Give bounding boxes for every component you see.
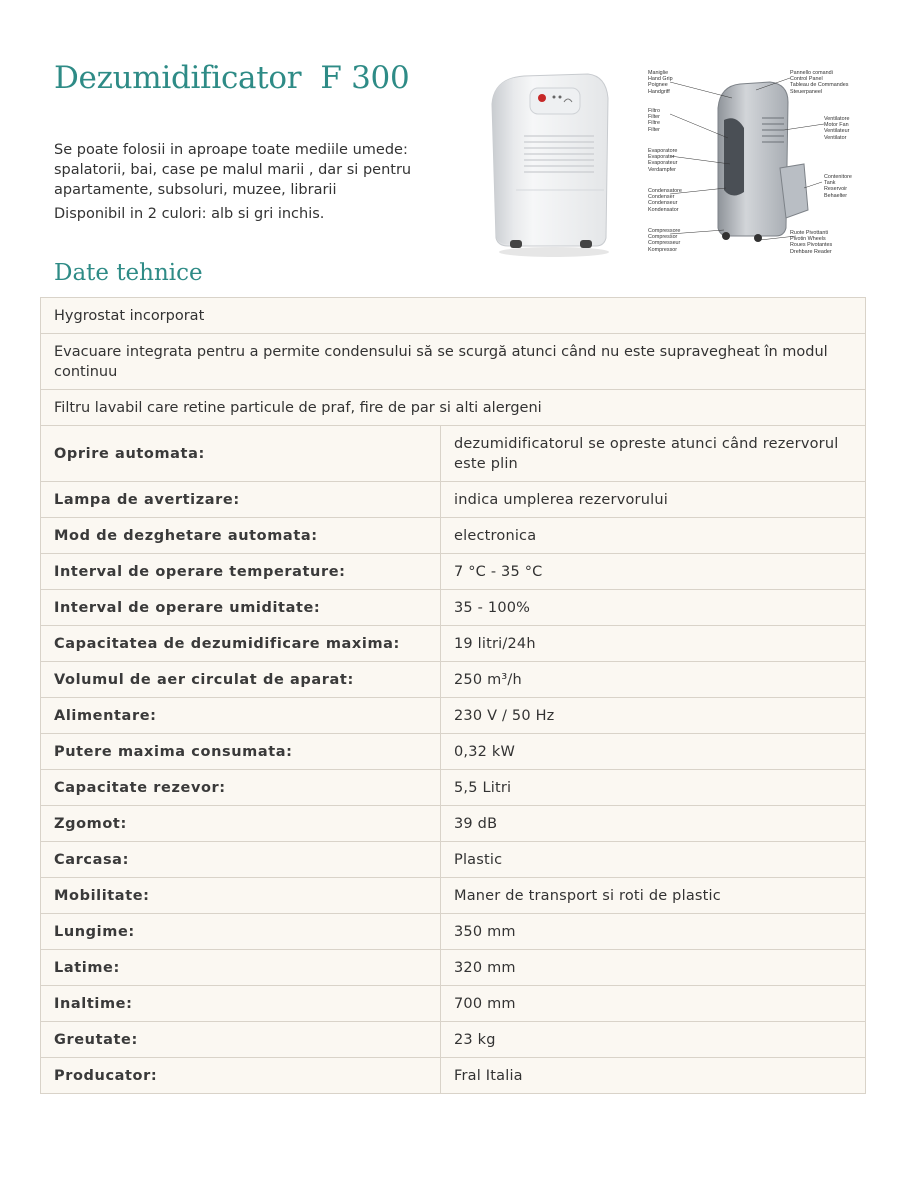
spec-label: Volumul de aer circulat de aparat: <box>41 662 441 698</box>
table-row <box>41 554 866 590</box>
page-title: Dezumidificator F 300 <box>54 60 410 96</box>
table-row <box>41 298 866 334</box>
spec-label: Capacitate rezevor: <box>41 770 441 806</box>
table-row <box>41 914 866 950</box>
table-row <box>41 626 866 662</box>
table-row <box>41 842 866 878</box>
product-photo <box>484 68 618 260</box>
spec-label: Zgomot: <box>41 806 441 842</box>
table-row <box>41 986 866 1022</box>
colors-description: Disponibil in 2 culori: alb si gri inchis. <box>54 206 325 222</box>
spec-value: 39 dB <box>441 806 866 842</box>
label-filter: Filtro Filter Filtre Filter <box>648 108 660 133</box>
spec-value: 23 kg <box>441 1022 866 1058</box>
spec-label: Putere maxima consumata: <box>41 734 441 770</box>
table-row <box>41 734 866 770</box>
feature-cell: Filtru lavabil care retine particule de praf, fire de par si alti alergeni <box>41 390 866 426</box>
spec-value: 7 °C - 35 °C <box>441 554 866 590</box>
label-handle: Maniglie Hand Grip Poignee Handgriff <box>648 70 673 95</box>
table-row <box>41 770 866 806</box>
spec-label: Producator: <box>41 1058 441 1094</box>
table-row <box>41 390 866 426</box>
spec-label: Inaltime: <box>41 986 441 1022</box>
spec-label: Lampa de avertizare: <box>41 482 441 518</box>
cutaway-diagram <box>640 68 860 260</box>
spec-value: dezumidificatorul se opreste atunci când rezervorul este plin <box>441 426 866 482</box>
spec-label: Mobilitate: <box>41 878 441 914</box>
spec-value: 19 litri/24h <box>441 626 866 662</box>
spec-value: Plastic <box>441 842 866 878</box>
table-row <box>41 482 866 518</box>
spec-value: 5,5 Litri <box>441 770 866 806</box>
label-condenser: Condensatore Condenser Condenseur Kondensator <box>648 188 682 213</box>
spec-value: 35 - 100% <box>441 590 866 626</box>
table-row <box>41 1058 866 1094</box>
intro-text <box>54 140 474 224</box>
spec-label: Oprire automata: <box>41 426 441 482</box>
spec-value: 700 mm <box>441 986 866 1022</box>
label-fan: Ventilatore Motor Fan Ventilateur Ventilator <box>824 116 850 141</box>
specs-table <box>40 297 866 1094</box>
spec-value: 250 m³/h <box>441 662 866 698</box>
table-row <box>41 590 866 626</box>
table-row <box>41 806 866 842</box>
table-row <box>41 426 866 482</box>
spec-value: 320 mm <box>441 950 866 986</box>
label-tank: Contenitore Tank Reservoir Behaelter <box>824 174 852 199</box>
spec-value: 0,32 kW <box>441 734 866 770</box>
spec-value: Fral Italia <box>441 1058 866 1094</box>
table-row <box>41 1022 866 1058</box>
spec-label: Interval de operare umiditate: <box>41 590 441 626</box>
label-compressor: Compressore Compressor Compresseur Kompressor <box>648 228 681 253</box>
spec-label: Greutate: <box>41 1022 441 1058</box>
label-wheels: Ruote Pivottanti Pivotin Wheels Roues Pivotantes Drehbare Reader <box>790 230 833 255</box>
spec-label: Capacitatea de dezumidificare maxima: <box>41 626 441 662</box>
label-evaporator: Evaporatore Evaporator Evaporateur Verdampfer <box>648 148 678 173</box>
table-row <box>41 662 866 698</box>
feature-cell: Evacuare integrata pentru a permite condensului să se scurgă atunci când nu este supravegheat în modul continuu <box>41 334 866 390</box>
table-row <box>41 878 866 914</box>
label-control-panel: Pannello comandi Control Panel Tableau de Commandes Steuerpaneel <box>790 70 849 95</box>
feature-cell: Hygrostat incorporat <box>41 298 866 334</box>
table-row <box>41 698 866 734</box>
spec-value: electronica <box>441 518 866 554</box>
spec-label: Alimentare: <box>41 698 441 734</box>
table-row <box>41 950 866 986</box>
spec-label: Latime: <box>41 950 441 986</box>
spec-value: indica umplerea rezervorului <box>441 482 866 518</box>
spec-label: Carcasa: <box>41 842 441 878</box>
usage-description: Se poate folosii in aproape toate mediile umede: spalatorii, bai, case pe malul marii , dar si pentru apartamente, subsoluri, muzee, librarii <box>54 142 412 198</box>
table-row <box>41 334 866 390</box>
spec-value: Maner de transport si roti de plastic <box>441 878 866 914</box>
spec-label: Mod de dezghetare automata: <box>41 518 441 554</box>
spec-value: 230 V / 50 Hz <box>441 698 866 734</box>
spec-value: 350 mm <box>441 914 866 950</box>
spec-label: Interval de operare temperature: <box>41 554 441 590</box>
section-title: Date tehnice <box>54 260 203 286</box>
table-row <box>41 518 866 554</box>
spec-label: Lungime: <box>41 914 441 950</box>
